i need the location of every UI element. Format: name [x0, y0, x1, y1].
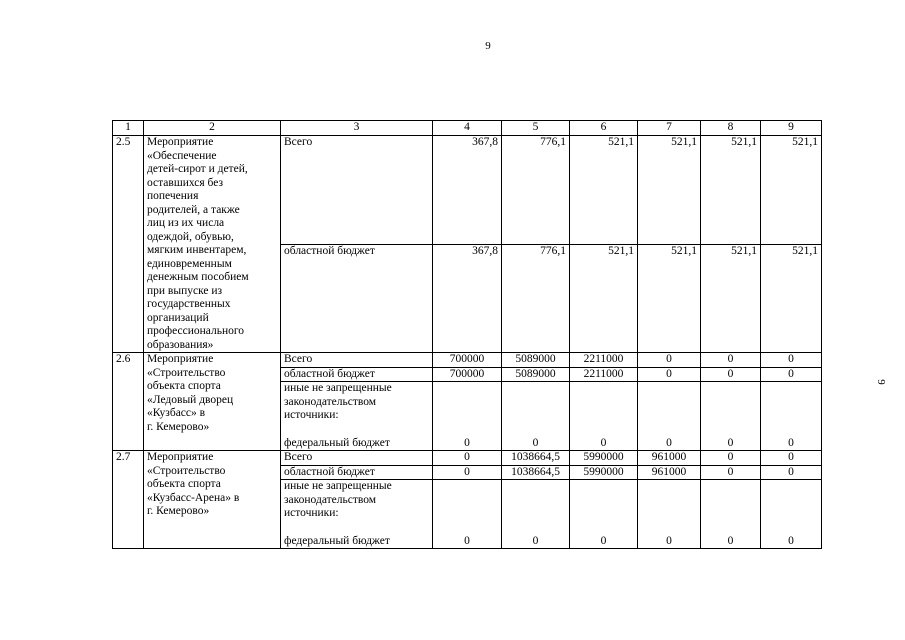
cell-value: 0: [761, 465, 822, 480]
cell-value: 1038664,5: [502, 465, 570, 480]
cell-value: 0: [433, 451, 502, 466]
cell-value: 0: [638, 367, 701, 382]
column-header: 6: [570, 121, 638, 136]
source-label: Всего: [281, 353, 433, 368]
column-header: 8: [701, 121, 761, 136]
row-name: Мероприятие «Обеспечение детей-сирот и детей, оставшихся без попечения родителей, а также лиц из их числа одеждой, обувью, мягким инвентарем, единовременным денежным пособием при выпуске из государственных организаций профессионального образования»: [144, 136, 281, 353]
table-row: [113, 451, 822, 466]
cell-value: 2211000: [570, 353, 638, 368]
cell-value: 2211000: [570, 367, 638, 382]
row-id: 2.6: [113, 353, 144, 451]
cell-value: 0: [502, 382, 570, 451]
cell-value: 0: [761, 367, 822, 382]
table-row: [113, 136, 822, 245]
cell-value: 521,1: [638, 136, 701, 245]
cell-value: 5990000: [570, 465, 638, 480]
column-header: 5: [502, 121, 570, 136]
column-header: 4: [433, 121, 502, 136]
cell-value: 0: [761, 451, 822, 466]
cell-value: 0: [433, 480, 502, 549]
budget-table: [112, 120, 822, 549]
cell-value: 0: [761, 353, 822, 368]
cell-value: 700000: [433, 353, 502, 368]
cell-value: 5089000: [502, 353, 570, 368]
cell-value: 0: [638, 353, 701, 368]
column-header: 1: [113, 121, 144, 136]
cell-value: 521,1: [761, 136, 822, 245]
cell-value: 521,1: [570, 244, 638, 353]
source-label: областной бюджет: [281, 244, 433, 353]
cell-value: 0: [570, 382, 638, 451]
source-label: иные не запрещенные законодательством источники: федеральный бюджет: [281, 382, 433, 451]
source-label: Всего: [281, 451, 433, 466]
column-header: 7: [638, 121, 701, 136]
cell-value: 0: [570, 480, 638, 549]
page-number: 9: [485, 40, 491, 52]
cell-value: 0: [701, 367, 761, 382]
column-header: 3: [281, 121, 433, 136]
side-page-number: 9: [874, 379, 887, 385]
cell-value: 776,1: [502, 244, 570, 353]
cell-value: 5089000: [502, 367, 570, 382]
column-header: 2: [144, 121, 281, 136]
cell-value: 521,1: [638, 244, 701, 353]
table-row: [113, 353, 822, 368]
column-header: 9: [761, 121, 822, 136]
cell-value: 521,1: [701, 136, 761, 245]
source-label: областной бюджет: [281, 465, 433, 480]
cell-value: 521,1: [761, 244, 822, 353]
row-name: Мероприятие «Строительство объекта спорта «Кузбасс-Арена» в г. Кемерово»: [144, 451, 281, 549]
table-header-row: [113, 121, 822, 136]
cell-value: 1038664,5: [502, 451, 570, 466]
cell-value: 0: [638, 382, 701, 451]
cell-value: 5990000: [570, 451, 638, 466]
row-id: 2.5: [113, 136, 144, 353]
cell-value: 521,1: [570, 136, 638, 245]
cell-value: 521,1: [701, 244, 761, 353]
cell-value: 0: [701, 451, 761, 466]
cell-value: 0: [761, 382, 822, 451]
cell-value: 0: [701, 465, 761, 480]
cell-value: 700000: [433, 367, 502, 382]
cell-value: 0: [701, 353, 761, 368]
cell-value: 0: [701, 480, 761, 549]
source-label: иные не запрещенные законодательством источники: федеральный бюджет: [281, 480, 433, 549]
cell-value: 961000: [638, 451, 701, 466]
cell-value: 776,1: [502, 136, 570, 245]
cell-value: 961000: [638, 465, 701, 480]
cell-value: 0: [638, 480, 701, 549]
cell-value: 367,8: [433, 136, 502, 245]
cell-value: 0: [433, 465, 502, 480]
cell-value: 367,8: [433, 244, 502, 353]
source-label: областной бюджет: [281, 367, 433, 382]
cell-value: 0: [502, 480, 570, 549]
row-id: 2.7: [113, 451, 144, 549]
cell-value: 0: [433, 382, 502, 451]
cell-value: 0: [701, 382, 761, 451]
cell-value: 0: [761, 480, 822, 549]
row-name: Мероприятие «Строительство объекта спорта «Ледовый дворец «Кузбасс» в г. Кемерово»: [144, 353, 281, 451]
source-label: Всего: [281, 136, 433, 245]
